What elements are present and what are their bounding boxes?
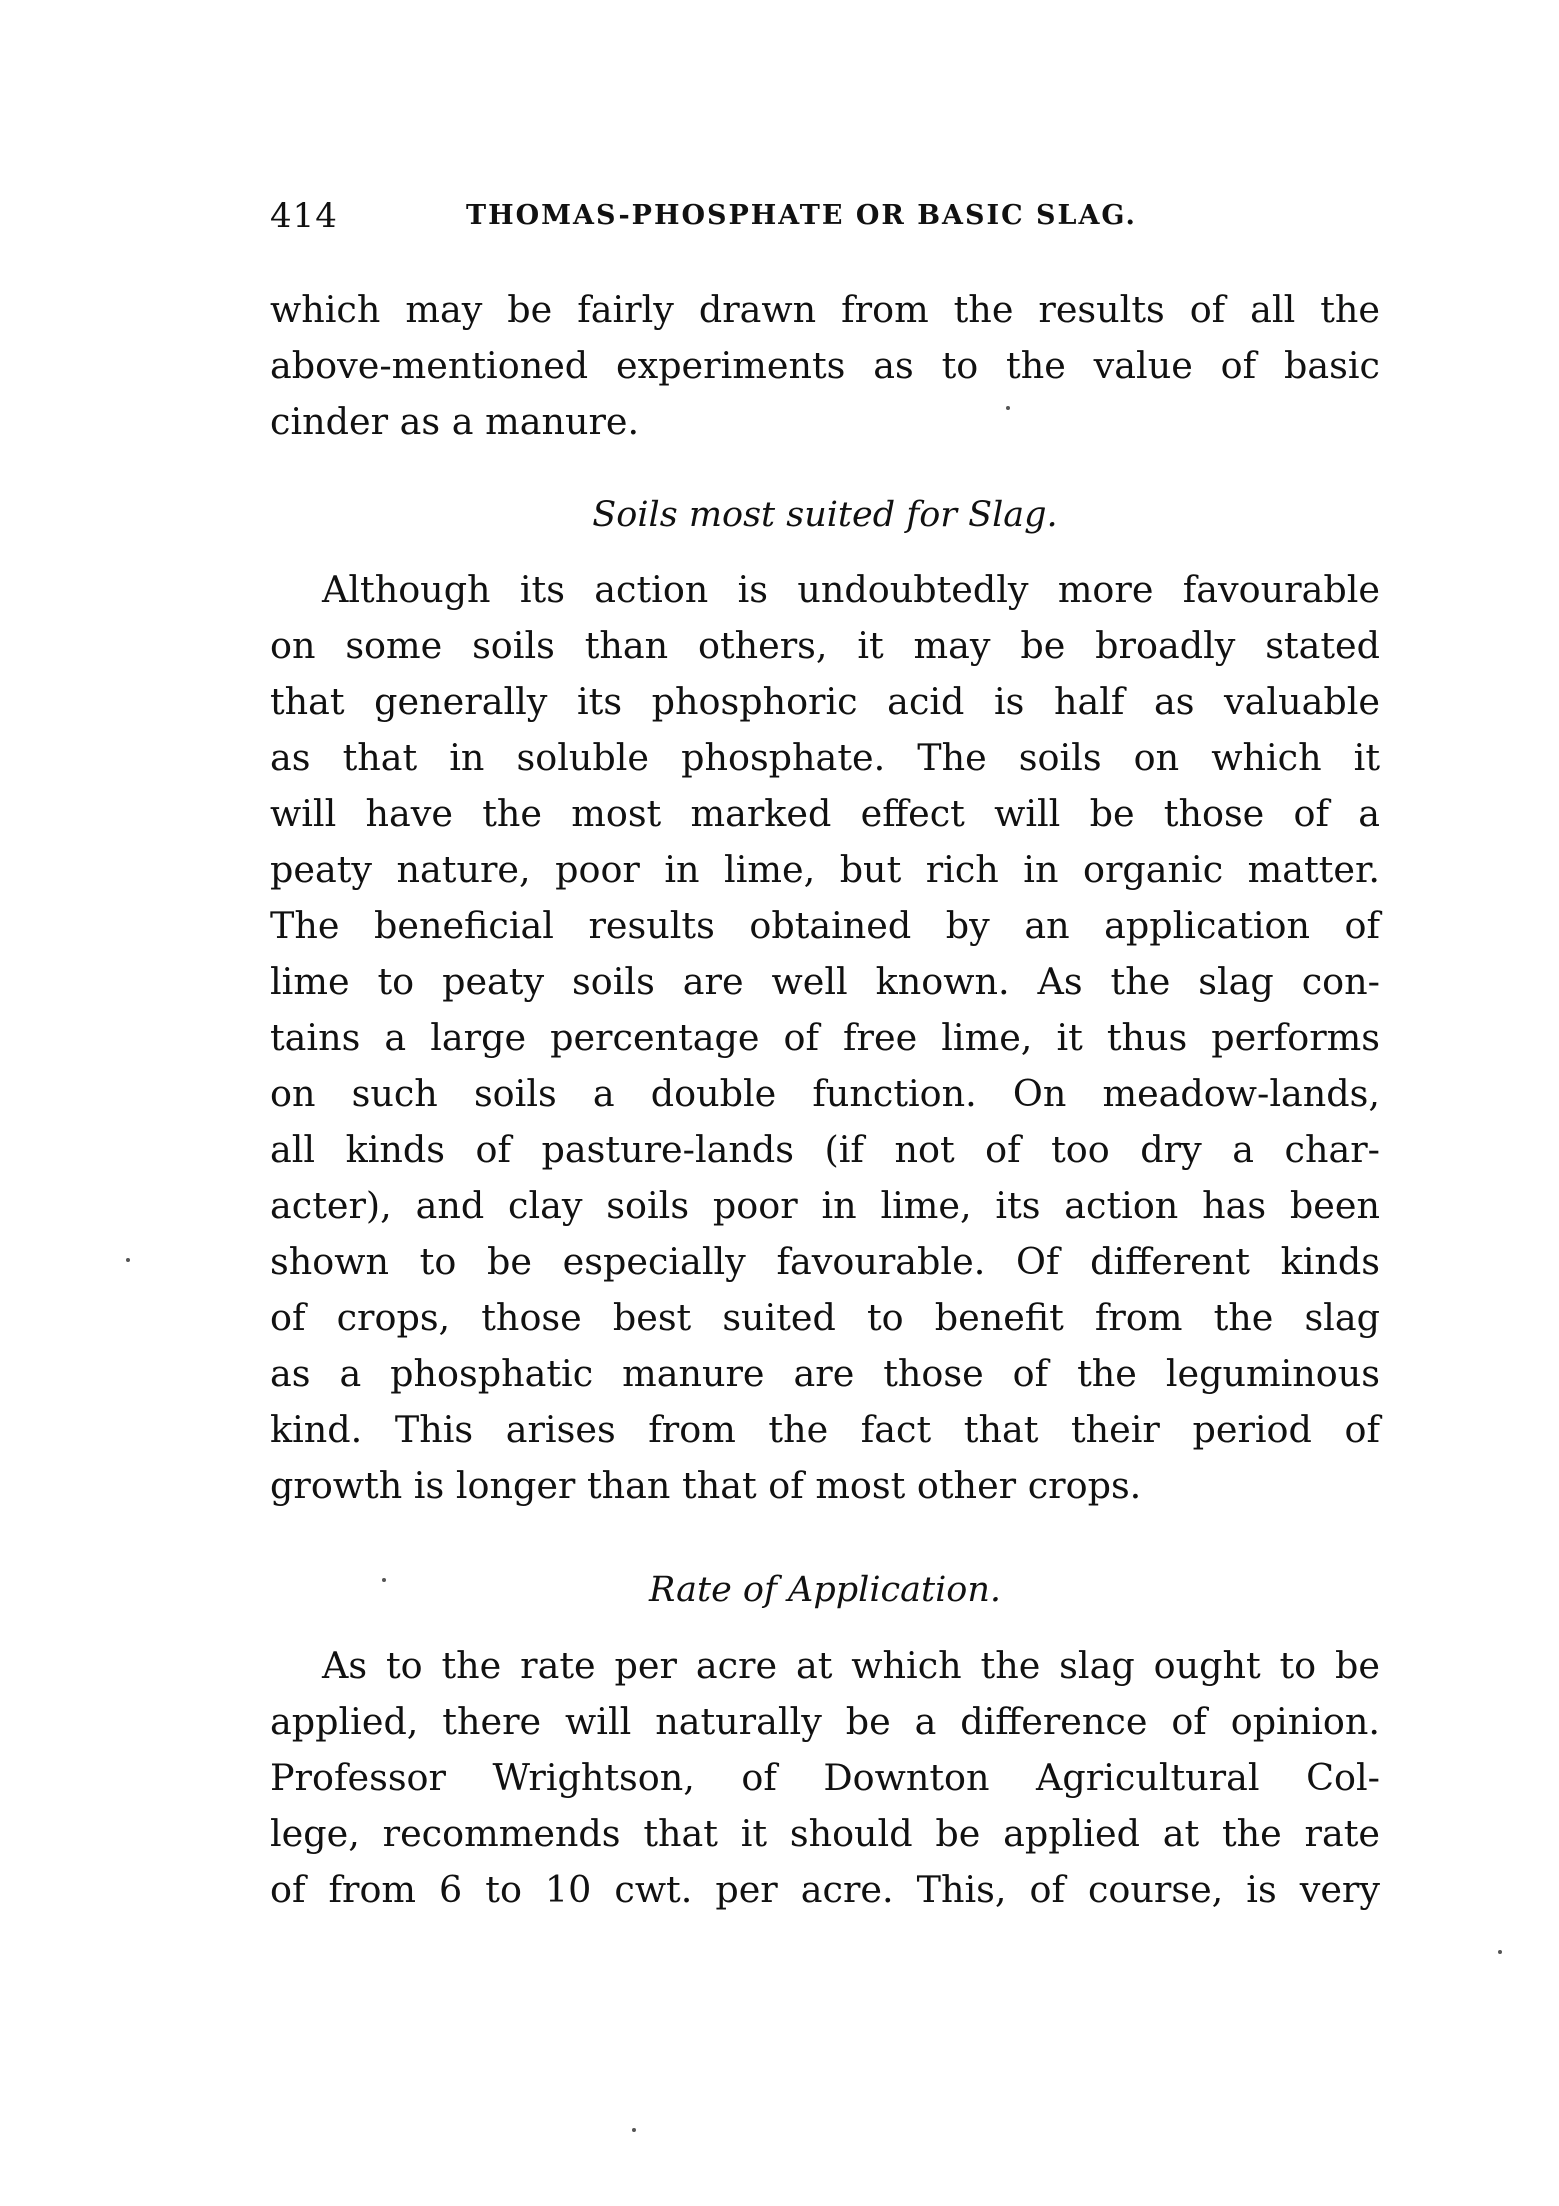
- running-head: [270, 196, 1290, 244]
- text-line: cinder as a manure.: [270, 400, 640, 443]
- paragraph-continuation: [270, 282, 1380, 450]
- text-line: that generally its phosphoric acid is half as valuable: [270, 680, 1380, 723]
- print-speck: [1006, 406, 1010, 410]
- text-line: of from 6 to 10 cwt. per acre. This, of course, is very: [270, 1868, 1380, 1911]
- text-line: acter), and clay soils poor in lime, its action has been: [270, 1184, 1380, 1227]
- page-number: 414: [270, 196, 338, 236]
- text-line: applied, there will naturally be a difference of opinion.: [270, 1700, 1380, 1743]
- text-line: tains a large percentage of free lime, it thus performs: [270, 1016, 1380, 1059]
- text-line: of crops, those best suited to benefit from the slag: [270, 1296, 1380, 1339]
- print-speck: [1498, 1950, 1502, 1954]
- text-line: will have the most marked effect will be those of a: [270, 792, 1380, 835]
- text-line: Although its action is undoubtedly more favourable: [322, 568, 1380, 611]
- text-line: on some soils than others, it may be broadly stated: [270, 624, 1380, 667]
- section-heading-soils: Soils most suited for Slag.: [592, 495, 1058, 535]
- running-title: THOMAS-PHOSPHATE OR BASIC SLAG.: [466, 200, 1137, 231]
- print-speck: [126, 1258, 130, 1262]
- print-speck: [382, 1578, 386, 1582]
- paragraph-rate: [270, 1638, 1380, 1918]
- text-line: kind. This arises from the fact that their period of: [270, 1408, 1380, 1451]
- text-line: growth is longer than that of most other crops.: [270, 1464, 1142, 1507]
- text-line: peaty nature, poor in lime, but rich in organic matter.: [270, 848, 1380, 891]
- text-line: above-mentioned experiments as to the value of basic: [270, 344, 1380, 387]
- text-line: Professor Wrightson, of Downton Agricultural Col-: [270, 1756, 1380, 1799]
- print-speck: [632, 2128, 636, 2132]
- text-line: as a phosphatic manure are those of the leguminous: [270, 1352, 1380, 1395]
- text-line: lime to peaty soils are well known. As the slag con-: [270, 960, 1380, 1003]
- text-line: as that in soluble phosphate. The soils on which it: [270, 736, 1380, 779]
- paragraph-soils: [270, 562, 1380, 1514]
- text-line: all kinds of pasture-lands (if not of too dry a char-: [270, 1128, 1380, 1171]
- text-line: shown to be especially favourable. Of different kinds: [270, 1240, 1380, 1283]
- text-line: which may be fairly drawn from the results of all the: [270, 288, 1380, 331]
- text-line: As to the rate per acre at which the slag ought to be: [322, 1644, 1380, 1687]
- text-line: The beneficial results obtained by an application of: [270, 904, 1380, 947]
- section-heading-rate: Rate of Application.: [648, 1570, 1002, 1610]
- text-line: lege, recommends that it should be applied at the rate: [270, 1812, 1380, 1855]
- text-line: on such soils a double function. On meadow-lands,: [270, 1072, 1380, 1115]
